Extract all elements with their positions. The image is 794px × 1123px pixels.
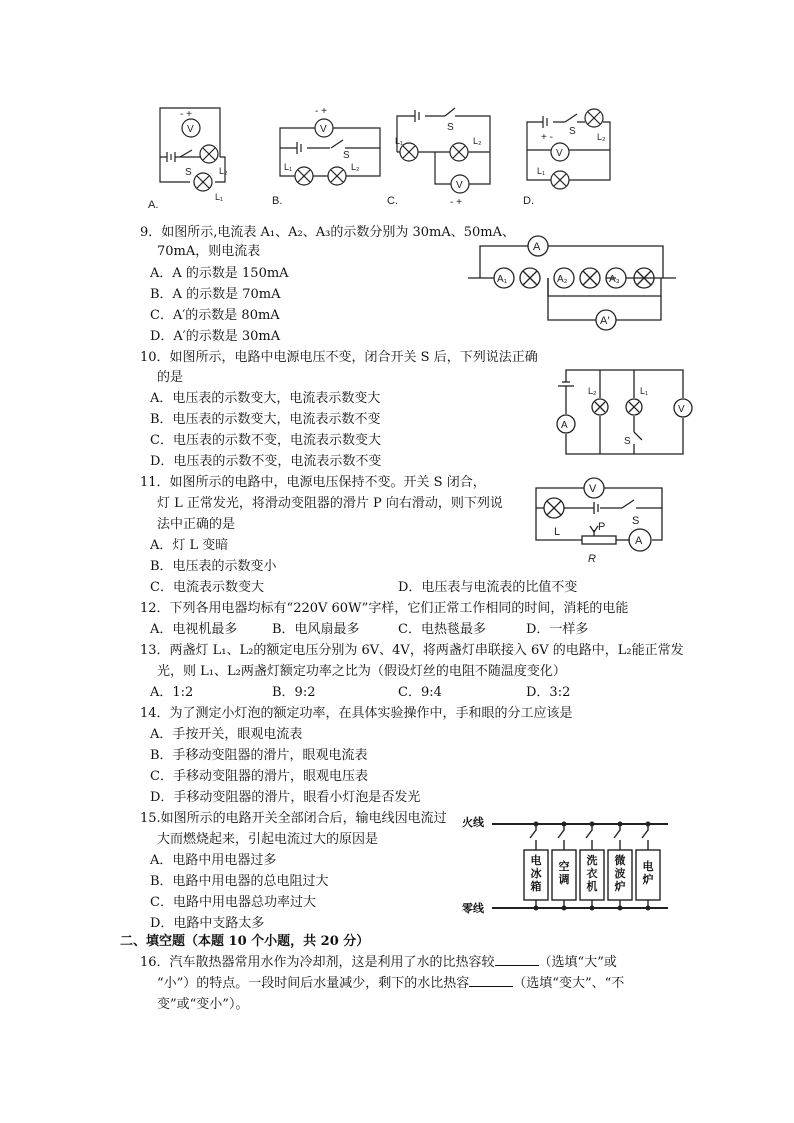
q10-option-d: D．电压表的示数不变，电流表示数不变 xyxy=(150,454,382,469)
q15-option-d: D．电路中支路太多 xyxy=(150,916,265,931)
svg-text:L₁: L₁ xyxy=(395,136,404,146)
q16-text-part4: （选填“变大”、“不 xyxy=(513,976,625,991)
circuit-a xyxy=(160,108,225,191)
svg-text:A₁: A₁ xyxy=(497,274,508,285)
svg-text:L₁: L₁ xyxy=(537,166,546,176)
appliance-electric-stove: 电炉 xyxy=(642,860,654,886)
q14-option-d: D．手移动变阻器的滑片，眼看小灯泡是否发光 xyxy=(150,790,421,805)
q9-option-c: C．A′的示数是 80mA xyxy=(150,308,280,323)
svg-text:S: S xyxy=(185,167,192,178)
svg-text:V: V xyxy=(556,148,563,159)
q12-option-c: C．电热毯最多 xyxy=(398,622,486,637)
svg-text:S: S xyxy=(632,515,640,527)
q12-option-a: A．电视机最多 xyxy=(150,622,238,637)
svg-text:A: A xyxy=(561,420,568,431)
q11-stem-line3: 法中正确的是 xyxy=(157,517,236,532)
figure-label-a: A. xyxy=(148,199,159,211)
q13-option-a: A．1:2 xyxy=(150,685,194,700)
q10-stem-line2: 的是 xyxy=(157,370,184,385)
live-wire-label: 火线 xyxy=(462,816,484,829)
svg-text:V: V xyxy=(456,180,463,191)
svg-text:L₂: L₂ xyxy=(597,132,606,142)
appliance-microwave: 微波炉 xyxy=(614,854,626,893)
top-circuit-figures xyxy=(145,100,625,212)
q9-option-a: A．A 的示数是 150mA xyxy=(150,266,289,281)
svg-text:L₁: L₁ xyxy=(640,386,649,396)
section-2-title: 二、填空题（本题 10 个小题，共 20 分） xyxy=(120,934,370,949)
svg-text:A: A xyxy=(635,535,643,547)
svg-text:V: V xyxy=(320,124,327,135)
q10-circuit-figure xyxy=(548,362,696,462)
q16-text-part2: （选填“大”或 xyxy=(538,955,617,970)
svg-text:L₁: L₁ xyxy=(215,192,224,202)
q9-circuit-figure xyxy=(468,232,676,332)
svg-text:L₂: L₂ xyxy=(219,166,228,176)
q12-option-d: D．一样多 xyxy=(526,622,589,637)
q11-circuit-figure xyxy=(522,460,682,568)
q12-option-b: B．电风扇最多 xyxy=(272,622,360,637)
svg-text:S: S xyxy=(624,436,631,447)
q15-stem-line1: 15.如图所示的电路开关全部闭合后，输电线因电流过 xyxy=(140,811,447,826)
q14-option-c: C．手移动变阻器的滑片，眼观电压表 xyxy=(150,769,368,784)
q13-option-d: D．3:2 xyxy=(526,685,571,700)
appliance-washer: 洗衣机 xyxy=(586,854,598,893)
q11-stem-line2: 灯 L 正常发光，将滑动变阻器的滑片 P 向右滑动，则下列说 xyxy=(157,496,503,511)
svg-text:L₂: L₂ xyxy=(473,136,482,146)
q16-text-part1: 16．汽车散热器常用水作为冷却剂，这是利用了水的比热容较 xyxy=(140,955,495,970)
svg-text:S: S xyxy=(447,122,454,133)
q15-option-c: C．电路中用电器总功率过大 xyxy=(150,895,316,910)
svg-text:L: L xyxy=(554,526,561,538)
svg-text:L₂: L₂ xyxy=(588,386,597,396)
q9-option-b: B．A 的示数是 70mA xyxy=(150,287,281,302)
neutral-wire-label: 零线 xyxy=(462,902,484,915)
q16-text-part3: “小”）的特点。一段时间后水量减少，剩下的水比热容 xyxy=(157,976,470,991)
q10-option-c: C．电压表的示数不变，电流表示数变大 xyxy=(150,433,381,448)
q15-stem-line2: 大而燃烧起来，引起电流过大的原因是 xyxy=(157,832,379,847)
q11-option-a: A．灯 L 变暗 xyxy=(150,538,229,553)
svg-text:A₂: A₂ xyxy=(557,274,568,285)
svg-text:R: R xyxy=(588,553,596,565)
q11-option-b: B．电压表的示数变小 xyxy=(150,559,277,574)
figure-label-b: B. xyxy=(272,195,283,207)
svg-text:- +: - + xyxy=(450,197,462,208)
svg-text:V: V xyxy=(187,124,194,135)
svg-text:L₁: L₁ xyxy=(284,162,293,172)
svg-text:A₃: A₃ xyxy=(609,274,620,285)
q13-stem-line2: 光，则 L₁、L₂两盏灯额定功率之比为（假设灯丝的电阻不随温度变化） xyxy=(157,664,566,679)
q13-option-b: B．9:2 xyxy=(272,685,316,700)
q9-stem-line1: 9．如图所示,电流表 A₁、A₂、A₃的示数分别为 30mA、50mA、 xyxy=(140,225,515,240)
svg-text:V: V xyxy=(678,404,685,415)
svg-text:S: S xyxy=(343,150,350,161)
circuit-d xyxy=(527,109,610,189)
svg-text:A: A xyxy=(533,241,541,253)
appliance-air-conditioner: 空调 xyxy=(558,860,570,886)
q14-stem: 14．为了测定小灯泡的额定功率，在具体实验操作中，手和眼的分工应该是 xyxy=(140,706,573,721)
q13-option-c: C．9:4 xyxy=(398,685,442,700)
figure-label-d: D. xyxy=(523,195,534,207)
q10-option-a: A．电压表的示数变大，电流表示数变大 xyxy=(150,391,381,406)
svg-text:A′: A′ xyxy=(600,315,610,327)
svg-text:L₂: L₂ xyxy=(351,162,360,172)
appliance-fridge: 电冰箱 xyxy=(530,854,542,893)
q14-option-b: B．手移动变阻器的滑片，眼观电流表 xyxy=(150,748,368,763)
q16-line1 xyxy=(140,953,617,972)
q16-blank-1[interactable] xyxy=(495,953,539,966)
q10-stem-line1: 10．如图所示，电路中电源电压不变，闭合开关 S 后，下列说法正确 xyxy=(140,350,538,365)
q16-line2 xyxy=(157,974,624,993)
q16-line3: 变”或“变小”）。 xyxy=(157,997,249,1012)
svg-text:P: P xyxy=(598,521,606,533)
q15-option-b: B．电路中用电器的总电阻过大 xyxy=(150,874,329,889)
q12-stem: 12．下列各用电器均标有“220V 60W”字样，它们正常工作相同的时间，消耗的电能 xyxy=(140,601,629,616)
q15-option-a: A．电路中用电器过多 xyxy=(150,853,277,868)
circuit-b xyxy=(280,119,380,185)
q11-option-c: C．电流表示数变大 xyxy=(150,580,264,595)
svg-text:- +: - + xyxy=(315,106,327,117)
q11-option-d: D．电压表与电流表的比值不变 xyxy=(398,580,578,595)
q9-option-d: D．A′的示数是 30mA xyxy=(150,329,281,344)
svg-text:- +: - + xyxy=(180,109,192,120)
svg-text:+ -: + - xyxy=(541,132,553,143)
figure-label-c: C. xyxy=(387,195,398,207)
svg-text:S: S xyxy=(569,126,576,137)
svg-text:V: V xyxy=(589,483,597,495)
circuit-c xyxy=(397,108,490,193)
q11-stem-line1: 11．如图所示的电路中，电源电压保持不变。开关 S 闭合， xyxy=(140,475,486,490)
q9-stem-line2: 70mA，则电流表 xyxy=(157,244,261,259)
q10-option-b: B．电压表的示数变大，电流表示数不变 xyxy=(150,412,381,427)
q13-stem-line1: 13．两盏灯 L₁、L₂的额定电压分别为 6V、4V，将两盏灯串联接入 6V 的电路中，L₂能正常发 xyxy=(140,643,684,658)
q14-option-a: A．手按开关，眼观电流表 xyxy=(150,727,303,742)
q16-blank-2[interactable] xyxy=(469,974,513,987)
